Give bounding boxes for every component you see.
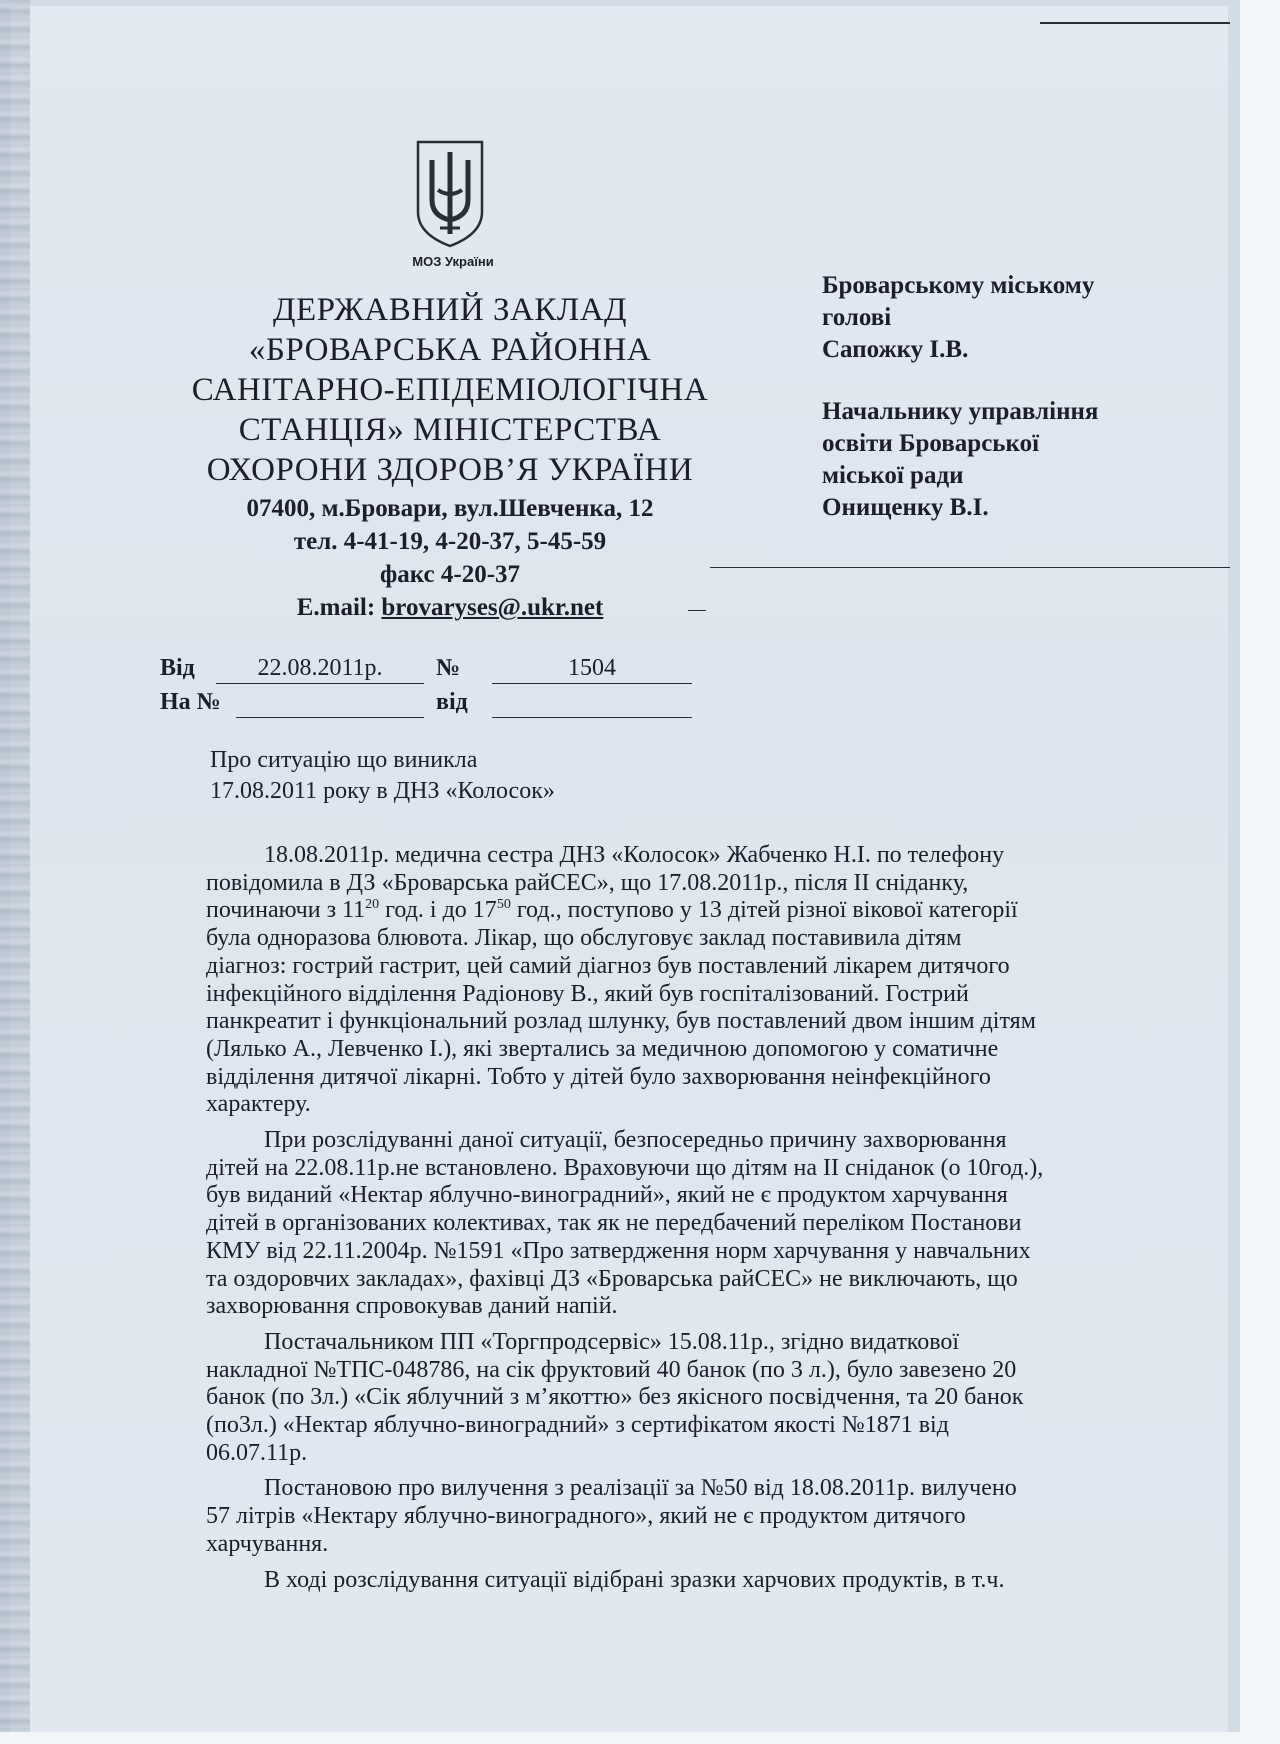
body-line: Постачальником ПП «Торгпродсервіс» 15.08.11р., згідно видаткової [264,1328,960,1355]
email-link[interactable]: brovaryses@.ukr.net [381,594,604,621]
org-line: ОХОРОНИ ЗДОРОВ’Я УКРАЇНИ [206,452,694,488]
body-line: банок (по 3л.) «Сік яблучний з м’якоттю» без якісного посвідчення, та 20 банок [206,1384,1024,1411]
letter-body [206,842,1166,1594]
addressee-line: міської ради [822,462,964,489]
body-line: характеру. [206,1091,311,1118]
outgoing-date: 22.08.2011р. [216,655,424,684]
incoming-date [492,689,692,718]
addressee-block [822,270,1202,524]
organization-name [170,290,730,490]
addressee-line: Сапожку І.В. [822,336,969,363]
body-line: повідомила в ДЗ «Броварська райСЕС», що 17.08.2011р., після ІІ сніданку, [206,869,969,896]
body-line: 18.08.2011р. медична сестра ДНЗ «Колосок» Жабченко Н.І. по телефону [264,842,1005,868]
outgoing-number: 1504 [492,655,692,684]
org-contacts [170,492,730,624]
body-line: дітей в організованих колективах, так як не передбачений переліком Постанови [206,1210,1022,1237]
body-line-time: починаючи з $11^{20}$ год. і до $17^{50}$ год., поступово у 13 дітей різної вікової категорії [206,897,1018,924]
fax: факс 4-20-37 [379,561,521,588]
body-line: захворювання спровокував даний напій. [206,1293,618,1320]
org-line: ДЕРЖАВНИЙ ЗАКЛАД [272,292,628,328]
body-line: 57 літрів «Нектару яблучно-виноградного», який не є продуктом дитячого [206,1503,966,1530]
body-line: 06.07.11р. [206,1439,308,1466]
addressee-line: освіти Броварської [822,430,1040,457]
addressee-line: Начальнику управління [822,398,1099,425]
addressee-line: Онищенку В.І. [822,494,989,521]
on-from-label: від [436,689,468,715]
outgoing-row [160,655,692,689]
trident-emblem-icon [414,138,486,250]
email-label: E.mail: [296,594,376,621]
header-dash [688,610,706,611]
subject-line: 17.08.2011 року в ДНЗ «Колосок» [210,778,555,804]
top-rule [1040,22,1230,24]
body-line: діагноз: гострий гастрит, цей самий діагноз був поставлений лікарем дитячого [206,952,1010,979]
subject-line: Про ситуацію що виникла [210,747,478,773]
body-line: був виданий «Нектар яблучно-виноградний», який не є продуктом харчування [206,1182,1008,1209]
body-line: (Лялько А., Левченко І.), які звертались за медичною допомогою у соматичне [206,1035,999,1062]
body-line: була одноразова блювота. Лікар, що обслуговує заклад поставивила дітям [206,925,962,952]
from-label: Від [160,655,195,681]
body-line: та оздоровчих закладах», фахівці ДЗ «Броварська райСЕС» не виключають, що [206,1265,1018,1292]
body-line: Постановою про вилучення з реалізації за №50 від 18.08.2011р. вилучено [264,1475,1017,1502]
registration-block [160,655,692,723]
phones: тел. 4-41-19, 4-20-37, 5-45-59 [293,528,607,555]
body-line: панкреатит і функціональний розлад шлунку, був поставлений двом іншим дітям [206,1008,1036,1035]
header-separator-line [710,567,1230,568]
body-line: КМУ від 22.11.2004р. №1591 «Про затвердження норм харчування у навчальних [206,1237,1031,1264]
body-line: При розслідуванні даної ситуації, безпосередньо причину захворювання [264,1127,1007,1154]
email-line [170,591,730,624]
letter-subject [210,745,555,807]
on-number-label: На № [160,689,221,715]
body-line: дітей на 22.08.11р.не встановлено. Враховуючи що дітям на ІІ сніданок (о 10год.), [206,1154,1044,1181]
incoming-row [160,689,692,723]
body-line: харчування. [206,1530,329,1557]
org-line: САНІТАРНО-ЕПІДЕМІОЛОГІЧНА [191,372,709,408]
body-line: накладної №ТПС-048786, на сік фруктовий 40 банок (по 3 л.), було завезено 20 [206,1356,1017,1383]
ministry-caption: МОЗ України [412,254,494,269]
body-line: інфекційного відділення Радіонову В., який був госпіталізований. Гострий [206,980,969,1007]
body-line: В ході розслідування ситуації відібрані зразки харчових продуктів, в т.ч. [264,1566,1005,1593]
addressee-line: голові [822,304,892,331]
number-label: № [436,655,461,681]
scan-bottom-margin [0,1732,1280,1744]
org-line: СТАНЦІЯ» МІНІСТЕРСТВА [238,412,662,448]
scan-left-edge [0,0,30,1744]
incoming-number [236,689,424,718]
address: 07400, м.Бровари, вул.Шевченка, 12 [246,495,654,522]
body-line: відділення дитячої лікарні. Тобто у дітей було захворювання неінфекційного [206,1063,991,1090]
addressee-line: Броварському міському [822,272,1095,299]
scan-right-margin [1240,0,1280,1744]
org-line: «БРОВАРСЬКА РАЙОННА [248,332,652,368]
body-line: (по3л.) «Нектар яблучно-виноградний» з сертифікатом якості №1871 від [206,1412,949,1439]
